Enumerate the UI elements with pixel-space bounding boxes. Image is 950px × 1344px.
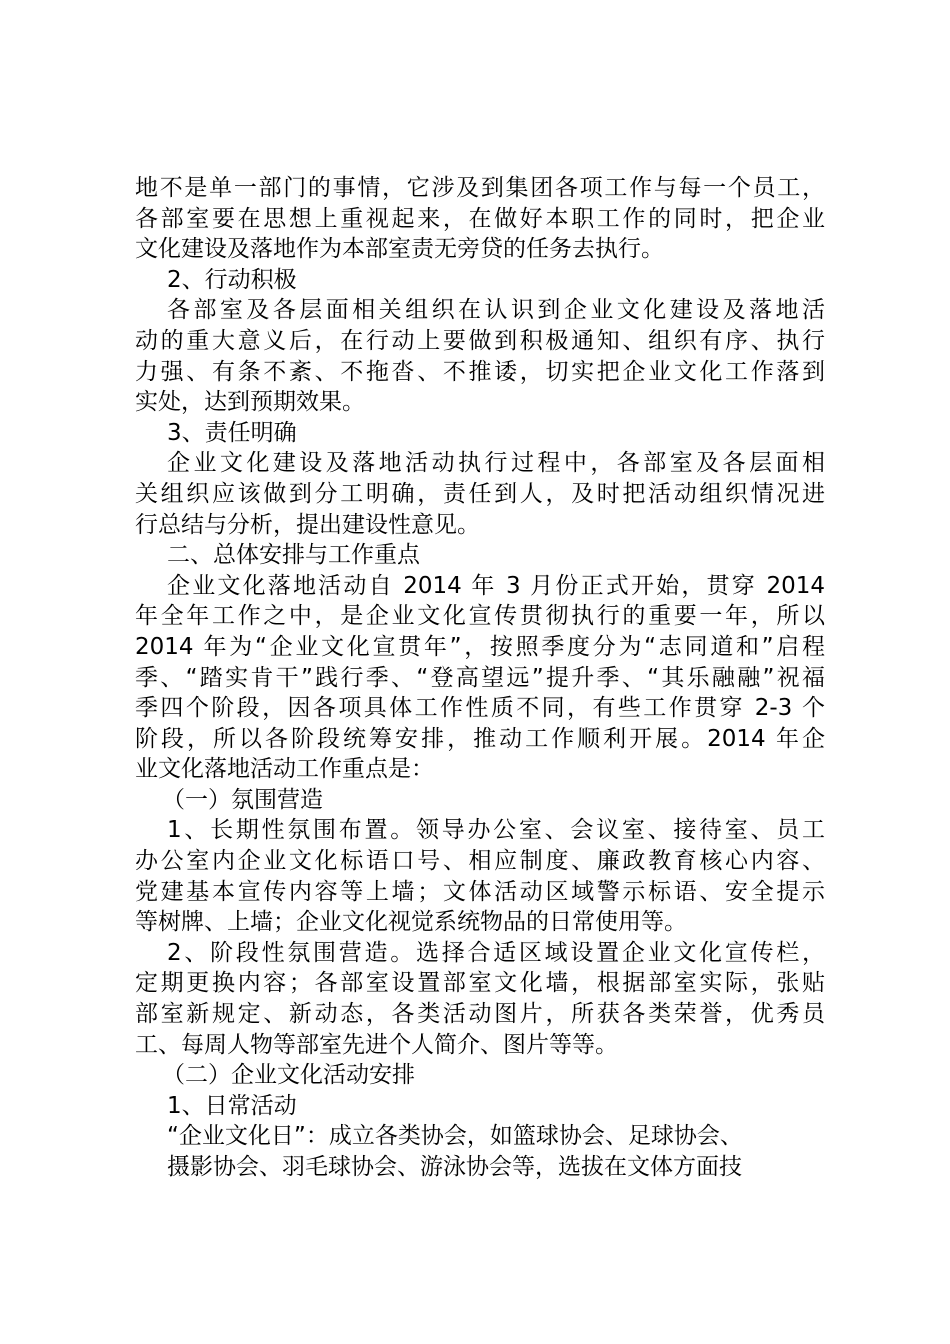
body-text-line: “企业文化日”：成立各类协会，如篮球协会、足球协会、 [167, 1123, 743, 1150]
body-text-line: 2014 年为“企业文化宣贯年”，按照季度分为“志同道和”启程 [135, 633, 825, 660]
body-text-line: 关组织应该做到分工明确，责任到人，及时把活动组织情况进 [135, 480, 825, 507]
body-text-line: 力强、有条不紊、不拖沓、不推诿，切实把企业文化工作落到 [135, 358, 825, 385]
section-heading: （一）氛围营造 [162, 786, 323, 813]
body-text-line: 定期更换内容；各部室设置部室文化墙，根据部室实际，张贴 [135, 970, 825, 997]
body-text-line: 企业文化落地活动自 2014 年 3 月份正式开始，贯穿 2014 [167, 572, 825, 599]
body-text-line: 实处，达到预期效果。 [135, 389, 365, 416]
section-heading: 1、日常活动 [167, 1092, 297, 1119]
body-text-line: 阶段，所以各阶段统筹安排，推动工作顺利开展。2014 年企 [135, 725, 825, 752]
body-text-line: 动的重大意义后，在行动上要做到积极通知、组织有序、执行 [135, 327, 825, 354]
body-text-line: 摄影协会、羽毛球协会、游泳协会等，选拔在文体方面技 [167, 1154, 742, 1180]
body-text-line: 企业文化建设及落地活动执行过程中，各部室及各层面相 [167, 450, 825, 477]
body-text-line: 地不是单一部门的事情，它涉及到集团各项工作与每一个员工， [135, 175, 825, 201]
body-text-line: 工、每周人物等部室先进个人简介、图片等等。 [135, 1031, 618, 1058]
body-text-line: 部室新规定、新动态，各类活动图片，所获各类荣誉，优秀员 [135, 1001, 825, 1028]
body-text-line: 年全年工作之中，是企业文化宣传贯彻执行的重要一年，所以 [135, 603, 825, 630]
section-heading: 2、行动积极 [167, 266, 297, 293]
body-text-line: 各部室及各层面相关组织在认识到企业文化建设及落地活 [167, 297, 825, 324]
body-text-line: 党建基本宣传内容等上墙；文体活动区域警示标语、安全提示 [135, 878, 825, 905]
body-text-line: 各部室要在思想上重视起来，在做好本职工作的同时，把企业 [135, 205, 825, 232]
body-text-line: 1、长期性氛围布置。领导办公室、会议室、接待室、员工 [167, 817, 825, 844]
body-text-line: 文化建设及落地作为本部室责无旁贷的任务去执行。 [135, 236, 664, 263]
body-text-line: 业文化落地活动工作重点是： [135, 756, 434, 783]
body-text-line: 季、“踏实肯干”践行季、“登高望远”提升季、“其乐融融”祝福 [135, 664, 825, 691]
section-heading: 3、责任明确 [167, 419, 297, 446]
body-text-line: 等树牌、上墙；企业文化视觉系统物品的日常使用等。 [135, 909, 687, 936]
document-body [135, 173, 825, 1183]
body-text-line: 行总结与分析，提出建设性意见。 [135, 511, 480, 538]
section-heading: （二）企业文化活动安排 [162, 1062, 415, 1089]
body-text-line: 季四个阶段，因各项具体工作性质不同，有些工作贯穿 2-3 个 [135, 695, 825, 722]
body-text-line: 办公室内企业文化标语口号、相应制度、廉政教育核心内容、 [135, 848, 825, 875]
body-text-line: 2、阶段性氛围营造。选择合适区域设置企业文化宣传栏， [167, 939, 825, 966]
section-heading: 二、总体安排与工作重点 [167, 542, 420, 569]
